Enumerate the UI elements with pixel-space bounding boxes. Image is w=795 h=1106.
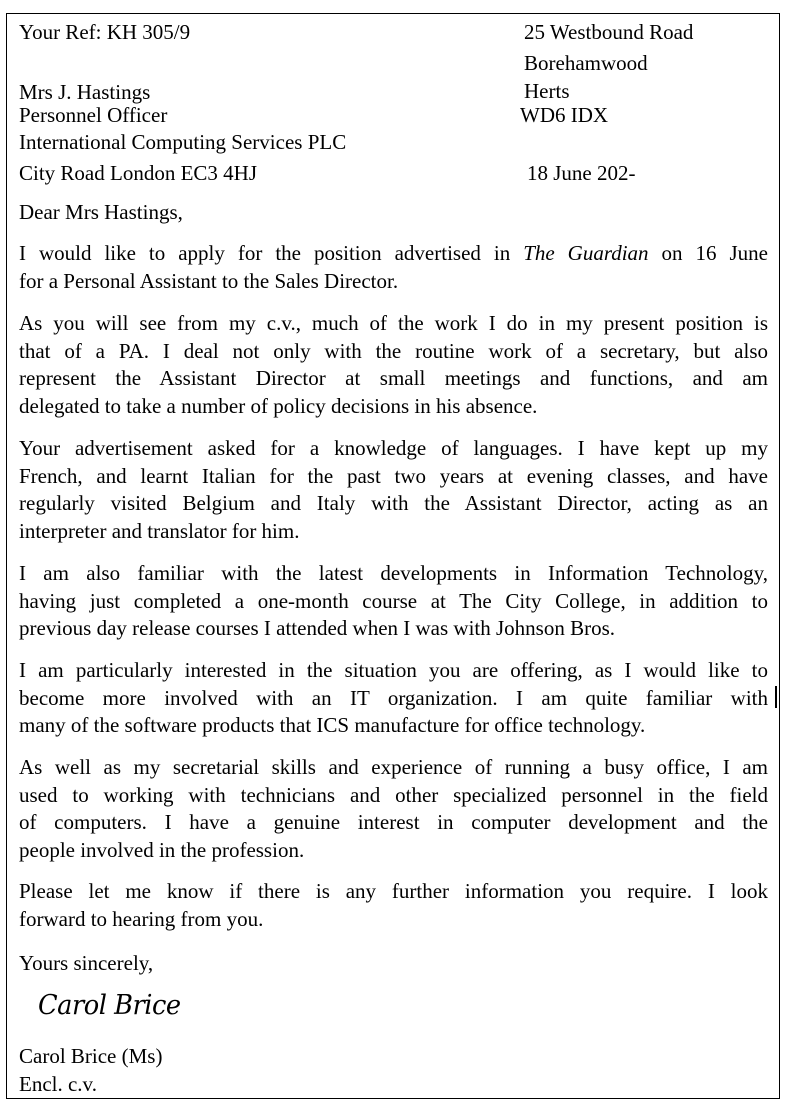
- line-text: As well as my secretarial skills and experience of running a busy office, I am: [19, 755, 768, 779]
- your-reference: Your Ref: KH 305/9: [19, 20, 191, 44]
- line-text: having just completed a one-month course at The City College, in addition to: [19, 588, 768, 613]
- handwritten-signature: Carol Brice: [38, 990, 181, 1021]
- paragraph-line: [19, 712, 768, 740]
- paragraph-line: [19, 657, 768, 685]
- paragraph-line: [19, 518, 768, 546]
- paragraph-line: [19, 906, 768, 934]
- line-text: previous day release courses I attended when I was with Johnson Bros.: [19, 616, 616, 640]
- paragraph-line: [19, 754, 768, 782]
- body-paragraph: [19, 878, 768, 933]
- line-text: As you will see from my c.v., much of the work I do in my present position is: [19, 311, 768, 335]
- line-text: forward to hearing from you.: [19, 906, 264, 931]
- body-paragraph: [19, 310, 768, 420]
- paragraph-line: [19, 490, 768, 518]
- letter-date: 18 June 202-: [527, 161, 636, 185]
- paragraph-line: [19, 809, 768, 837]
- paragraph-line: [19, 310, 768, 338]
- line-text: for a Personal Assistant to the Sales Director.: [19, 268, 399, 293]
- newspaper-name: The Guardian: [523, 241, 649, 265]
- line-text: on 16 June: [648, 241, 768, 265]
- line-text: many of the software products that ICS manufacture for office technology.: [19, 713, 646, 737]
- sender-address-line-3: Herts: [524, 79, 570, 103]
- body-paragraph: [19, 240, 768, 295]
- line-text: delegated to take a number of policy decisions in his absence.: [19, 393, 538, 418]
- line-text: I am also familiar with the latest developments in Information Technology,: [19, 561, 768, 585]
- paragraph-line: [19, 837, 768, 865]
- sender-name: Carol Brice (Ms): [19, 1044, 163, 1068]
- paragraph-line: [19, 685, 768, 713]
- paragraph-line: [19, 615, 768, 643]
- line-text: I would like to apply for the position advertised in: [19, 241, 524, 265]
- sender-address-line-2: Borehamwood: [524, 51, 648, 75]
- recipient-name: Mrs J. Hastings: [19, 80, 151, 104]
- paragraph-line: [19, 268, 768, 296]
- line-text: I am particularly interested in the situation you are offering, as I would like to: [19, 658, 768, 682]
- salutation: Dear Mrs Hastings,: [19, 200, 183, 224]
- paragraph-line: [19, 560, 768, 588]
- paragraph-line: [19, 782, 768, 810]
- body-paragraph: [19, 435, 768, 545]
- text-cursor: [775, 686, 777, 708]
- paragraph-line: [19, 878, 768, 906]
- paragraph-line: [19, 393, 768, 421]
- sender-postcode: WD6 IDX: [520, 103, 609, 127]
- line-text: French, and learnt Italian for the past two years at evening classes, and have: [19, 463, 768, 488]
- line-text: people involved in the profession.: [19, 837, 305, 862]
- body-paragraph: [19, 657, 768, 740]
- line-text: used to working with technicians and other specialized personnel in the field: [19, 782, 768, 807]
- line-text: represent the Assistant Director at small meetings and functions, and am: [19, 366, 768, 390]
- recipient-company: International Computing Services PLC: [19, 130, 347, 154]
- paragraph-line: [19, 365, 768, 393]
- paragraph-line: [19, 588, 768, 616]
- line-text: regularly visited Belgium and Italy with the Assistant Director, acting as an: [19, 491, 768, 515]
- line-text: interpreter and translator for him.: [19, 518, 300, 543]
- paragraph-line: [19, 338, 768, 366]
- line-text: become more involved with an IT organization. I am quite familiar with: [19, 685, 768, 710]
- body-paragraph: [19, 754, 768, 864]
- body-paragraph: [19, 560, 768, 643]
- paragraph-line: [19, 240, 768, 268]
- line-text: Your advertisement asked for a knowledge of languages. I have kept up my: [19, 436, 768, 460]
- line-text: that of a PA. I deal not only with the routine work of a secretary, but also: [19, 338, 768, 363]
- closing: Yours sincerely,: [19, 951, 154, 975]
- line-text: of computers. I have a genuine interest in computer development and the: [19, 810, 768, 834]
- sender-address-line-1: 25 Westbound Road: [524, 20, 694, 44]
- enclosure: Encl. c.v.: [19, 1072, 97, 1096]
- paragraph-line: [19, 435, 768, 463]
- recipient-address: City Road London EC3 4HJ: [19, 161, 258, 185]
- line-text: Please let me know if there is any further information you require. I look: [19, 879, 768, 903]
- paragraph-line: [19, 463, 768, 491]
- recipient-title: Personnel Officer: [19, 103, 168, 127]
